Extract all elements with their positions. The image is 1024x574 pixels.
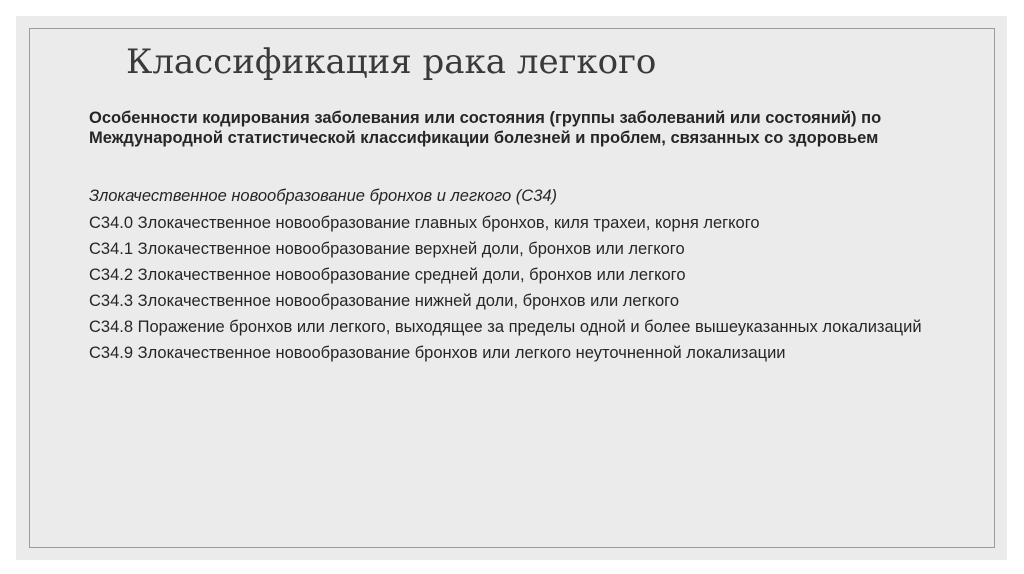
group-title: Злокачественное новообразование бронхов и легкого (C34): [89, 187, 558, 205]
slide: [16, 16, 1007, 560]
code-item-c34-2: C34.2 Злокачественное новообразование средней доли, бронхов или легкого: [89, 266, 686, 284]
slide-title: Классификация рака легкого: [126, 42, 657, 82]
code-item-c34-3: C34.3 Злокачественное новообразование нижней доли, бронхов или легкого: [89, 292, 680, 310]
slide-body: [89, 108, 949, 362]
code-item-c34-0: C34.0 Злокачественное новообразование главных бронхов, киля трахеи, корня легкого: [89, 214, 760, 232]
code-item-c34-9: C34.9 Злокачественное новообразование бронхов или легкого неуточненной локализации: [89, 344, 786, 362]
code-item-c34-1: C34.1 Злокачественное новообразование верхней доли, бронхов или легкого: [89, 240, 685, 258]
code-list: [89, 214, 949, 362]
intro-text: Особенности кодирования заболевания или состояния (группы заболеваний или состояний) по Международной статистической классификации болезней и проблем, связанных со здоровьем: [89, 109, 882, 147]
code-item-c34-8: C34.8 Поражение бронхов или легкого, выходящее за пределы одной и более вышеуказанных локализаций: [89, 318, 922, 336]
